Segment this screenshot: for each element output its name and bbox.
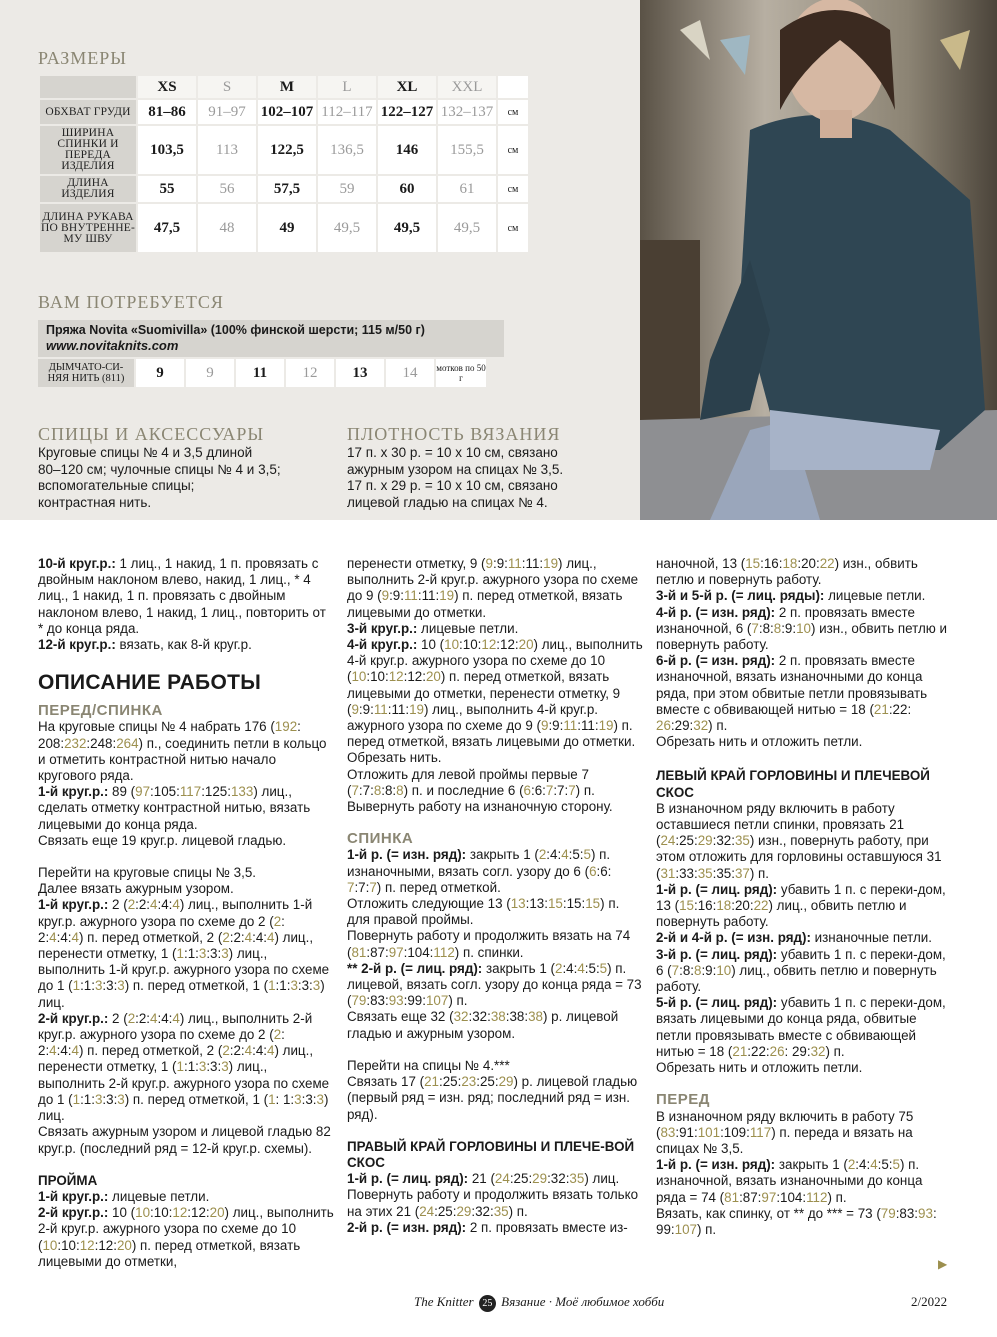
page-number: 25 [479, 1295, 496, 1312]
cell: 122–127 [378, 100, 436, 124]
cell: 9 [136, 359, 184, 387]
size-header: S [198, 76, 256, 98]
cell: 49,5 [438, 204, 496, 252]
unit: см [498, 176, 528, 202]
cell: 132–137 [438, 100, 496, 124]
unit: см [498, 126, 528, 174]
footer-brand [414, 1294, 664, 1312]
unit: мотков по 50 г [436, 359, 486, 387]
color-label: ДЫМЧАТО-СИ-НЯЯ НИТЬ (811) [38, 359, 134, 387]
brand-name: The Knitter [414, 1294, 474, 1309]
unit: см [498, 204, 528, 252]
yarn-amount-row [36, 357, 488, 389]
cell: 122,5 [258, 126, 316, 174]
issue-number: 2/2022 [911, 1294, 948, 1309]
cell: 9 [186, 359, 234, 387]
cell: 13 [336, 359, 384, 387]
cell: 60 [378, 176, 436, 202]
cell: 59 [318, 176, 376, 202]
needles-title: СПИЦЫ И АКСЕССУАРЫ [38, 424, 265, 444]
column-1: 10-й круг.р.: 1 лиц., 1 накид, 1 п. провязать с двойным наклоном влево, накид, 1 лиц., * 4 лиц., 1 накид, 1 п. провязать с двойным наклоном влево, 1 накид, 1 лиц., повторить от * до конца ряда. 12-й круг.р.: вязать, как 8-й круг.р. ОПИСАНИЕ РАБОТЫ ПЕРЕД/СПИНКА На круговые спицы № 4 набрать 176 (192: 208:232:248:264) п., соединить петли в кольцо и отметить контрастной нитью начало кругового ряда. 1-й круг.р.: 89 (97:105:117:125:133) лиц., сделать отметку контрастной нитью, вязать лицевыми до конца ряда. Связать еще 19 круг.р. лицевой гладью. Перейти на круговые спицы № 3,5. Далее вязать ажурным узором. 1-й круг.р.: 2 (2:2:4:4:4) лиц., выполнить 1-й круг.р. ажурного узора по схеме до 2 (2: 2:4:4:4) п. перед отметкой, 2 (2:2:4:4:4) лиц., перенести отметку, 1 (1:1:3:3:3) лиц., выполнить 1-й круг.р. ажурного узора по схеме до 1 (1:1:3:3:3) п. перед отметкой, 1 (1:1:3:3:3) лиц. 2-й круг.р.: 2 (2:2:4:4:4) лиц., выполнить 2-й круг.р. ажурного узора по схеме до 2 (2: 2:4:4:4) п. перед отметкой, 2 (2:2:4:4:4) лиц., перенести отметку, 1 (1:1:3:3:3) лиц., выполнить 2-й круг.р. ажурного узора по схеме до 1 (1:1:3:3:3) п. перед отметкой, 1 (1: 1:3:3:3) лиц. Связать ажурным узором и лицевой гладью 82 круг.р. (последний ряд = 12-й круг.р. схемы). ПРОЙМА 1-й круг.р.: лицевые петли. 2-й круг.р.: 10 (10:10:12:12:20) лиц., выполнить 2-й круг.р. ажурного узора по схеме до 10 (10:10:12:12:20) п. перед отметкой, вязать лицевыми до отметки, [38, 556, 334, 1269]
row-label: ДЛИНА РУКАВА ПО ВНУТРЕННЕ-МУ ШВУ [40, 204, 136, 252]
cell: 56 [198, 176, 256, 202]
row-label: ШИРИНА СПИНКИ И ПЕРЕДА ИЗДЕЛИЯ [40, 126, 136, 174]
cell: 136,5 [318, 126, 376, 174]
cell: 102–107 [258, 100, 316, 124]
column-2: перенести отметку, 9 (9:9:11:11:19) лиц., выполнить 2-й круг.р. ажурного узора по схеме до 9 (9:9:11:11:19) п. перед отметкой, вязать лицевыми до отметки. 3-й круг.р.: лицевые петли. 4-й круг.р.: 10 (10:10:12:12:20) лиц., выполнить 4-й круг.р. ажурного узора по схеме до 10 (10:10:12:12:20) п. перед отметкой, вязать лицевыми до отметки, перенести отметку, 9 (9:9:11:11:19) лиц., выполнить 4-й круг.р. ажурного узора по схеме до 9 (9:9:11:11:19) п. перед отметкой, вязать лицевыми до отметки. Обрезать нить. Отложить для левой проймы первые 7 (7:7:8:8:8) п. и последние 6 (6:6:7:7:7) п. Вывернуть работу на изнаночную сторону. СПИНКА 1-й р. (= изн. ряд): закрыть 1 (2:4:4:5:5) п. изнаночными, вязать согл. узору до 6 (6:6: 7:7:7) п. перед отметкой. Отложить следующие 13 (13:13:15:15:15) п. для правой проймы. Повернуть работу и продолжить вязать на 74 (81:87:97:104:112) п. спинки. ** 2-й р. (= лиц. ряд): закрыть 1 (2:4:4:5:5) п. лицевой, вязать согл. узору до конца ряда = 73 (79:83:93:99:107) п. Связать еще 32 (32:32:38:38:38) р. лицевой гладью и ажурным узором. Перейти на спицы № 4.*** Связать 17 (21:25:23:25:29) р. лицевой гладью (первый ряд = изн. ряд; последний ряд = изн. ряд). ПРАВЫЙ КРАЙ ГОРЛОВИНЫ И ПЛЕЧЕ-ВОЙ СКОС 1-й р. (= лиц. ряд): 21 (24:25:29:32:35) лиц. Повернуть работу и продолжить вязать только на этих 21 (24:25:29:32:35) п. 2-й р. (= изн. ряд): 2 п. провязать вместе из- [347, 556, 643, 1235]
cell: 12 [286, 359, 334, 387]
cell: 61 [438, 176, 496, 202]
size-header: M [258, 76, 316, 98]
unit: см [498, 100, 528, 124]
cell: 91–97 [198, 100, 256, 124]
cell: 81–86 [138, 100, 196, 124]
yarn-header [38, 320, 504, 357]
row-label: ОБХВАТ ГРУДИ [40, 100, 136, 124]
magazine-subtitle: Вязание · Моё любимое хобби [501, 1294, 665, 1309]
materials-title: ВАМ ПОТРЕБУЕТСЯ [38, 292, 224, 312]
size-header: XL [378, 76, 436, 98]
cell: 55 [138, 176, 196, 202]
gauge-text: 17 п. х 30 р. = 10 х 10 см, связано ажурным узором на спицах № 3,5. 17 п. х 29 р. = 10 х 10 см, связано лицевой гладью на спицах № 4. [347, 445, 564, 510]
size-header: XXL [438, 76, 496, 98]
cell: 11 [236, 359, 284, 387]
cell: 112–117 [318, 100, 376, 124]
cell: 49,5 [378, 204, 436, 252]
cell: 113 [198, 126, 256, 174]
gauge-title: ПЛОТНОСТЬ ВЯЗАНИЯ [347, 424, 561, 444]
size-header: XS [138, 76, 196, 98]
cell: 14 [386, 359, 434, 387]
cell: 47,5 [138, 204, 196, 252]
model-photo [640, 0, 997, 520]
column-3: наночной, 13 (15:16:18:20:22) изн., обвить петлю и повернуть работу. 3-й и 5-й р. (= лиц. ряды): лицевые петли. 4-й р. (= изн. ряд): 2 п. провязать вместе изнаночной, 6 (7:8:8:9:10) изн., обвить петлю и повернуть работу. 6-й р. (= изн. ряд): 2 п. провязать вместе изнаночной, вязать изнаночными до конца ряда, при этом обвитые петли провязывать вместе с обвивающей нитью = 18 (21:22: 26:29:32) п. Обрезать нить и отложить петли. ЛЕВЫЙ КРАЙ ГОРЛОВИНЫ И ПЛЕЧЕВОЙ СКОС В изнаночном ряду включить в работу оставшиеся петли спинки, провязать 21 (24:25:29:32:35) изн., повернуть работу, при этом отложить для горловины оставшуюся 31 (31:33:35:35:37) п. 1-й р. (= лиц. ряд): убавить 1 п. с переки-дом, 13 (15:16:18:20:22) лиц., обвить петлю и повернуть работу. 2-й и 4-й р. (= изн. ряд): изнаночные петли. 3-й р. (= лиц. ряд): убавить 1 п. с переки-дом, 6 (7:8:8:9:10) лиц., обвить петлю и повернуть работу. 5-й р. (= лиц. ряд): убавить 1 п. с переки-дом, вязать лицевыми до конца ряда, обвитые петли провязывать вместе с обвивающей нитью = 18 (21:22:26: 29:32) п. Обрезать нить и отложить петли. ПЕРЕД В изнаночном ряду включить в работу 75 (83:91:101:109:117) п. переда и вязать на спицах № 3,5. 1-й р. (= изн. ряд): закрыть 1 (2:4:4:5:5) п. изнаночной, вязать изнаночными до конца ряда = 74 (81:87:97:104:112) п. Вязать, как спинку, от ** до *** = 73 (79:83:93: 99:107) п. [656, 556, 948, 1237]
cell: 48 [198, 204, 256, 252]
yarn-description: Пряжа Novita «Suomivilla» (100% финской шерсти; 115 м/50 г) [46, 323, 425, 337]
page-footer [0, 1294, 997, 1312]
yarn-url: www.novitaknits.com [46, 338, 179, 353]
needles-text: Круговые спицы № 4 и 3,5 длиной 80–120 см; чулочные спицы № 4 и 3,5; вспомогательные спицы; контрастная нить. [38, 445, 281, 510]
sizes-table [38, 74, 530, 254]
continue-arrow-icon: ▶ [938, 1257, 948, 1271]
cell: 103,5 [138, 126, 196, 174]
photo-illustration [640, 0, 997, 520]
size-header: L [318, 76, 376, 98]
row-label: ДЛИНА ИЗДЕЛИЯ [40, 176, 136, 202]
cell: 49,5 [318, 204, 376, 252]
cell: 146 [378, 126, 436, 174]
cell: 155,5 [438, 126, 496, 174]
yarn-block [38, 320, 504, 389]
cell: 57,5 [258, 176, 316, 202]
sizes-title: РАЗМЕРЫ [38, 48, 127, 68]
cell: 49 [258, 204, 316, 252]
